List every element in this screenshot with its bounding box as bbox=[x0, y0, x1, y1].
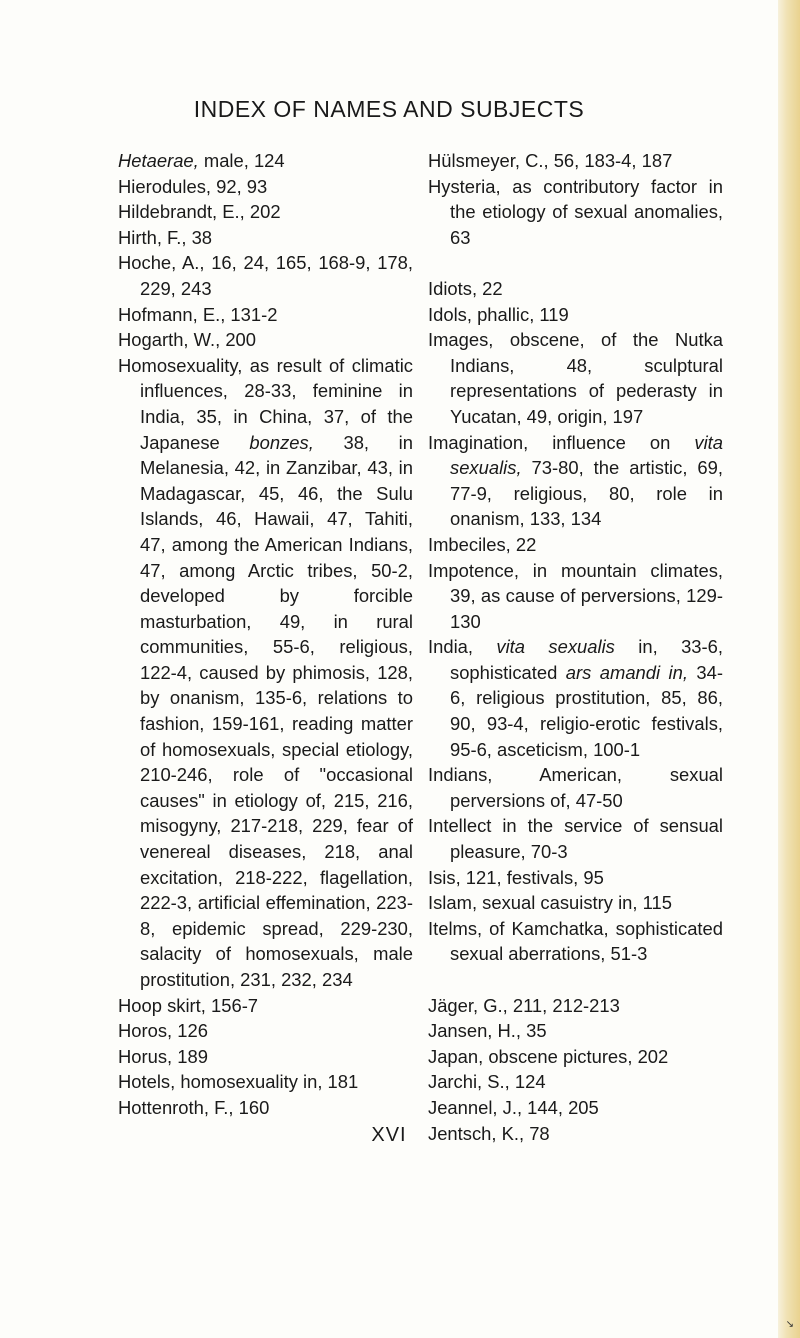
index-entry: Hofmann, E., 131-2 bbox=[118, 303, 278, 325]
index-entry: Images, obscene, of the Nutka Indians, 48, sculptural representations of pederasty in Yucatan, 49, origin, 197 bbox=[428, 329, 723, 427]
index-entry: Hoche, A., 16, 24, 165, 168-9, 178, 229, 243 bbox=[118, 252, 413, 299]
index-entry: Hildebrandt, E., 202 bbox=[118, 201, 281, 223]
index-entry: Intellect in the service of sensual pleasure, 70-3 bbox=[428, 815, 723, 863]
index-entry: Hoop skirt, 156-7 bbox=[118, 994, 259, 1016]
index-column-left bbox=[118, 148, 413, 1121]
index-entry: Islam, sexual casuistry in, 115 bbox=[428, 892, 672, 914]
index-entry: Hottenroth, F., 160 bbox=[118, 1096, 270, 1118]
index-column-right bbox=[428, 148, 723, 1146]
index-entry: Japan, obscene pictures, 202 bbox=[428, 1045, 669, 1067]
page-number: XVI bbox=[371, 1124, 407, 1146]
index-entry: India, vita sexualis in, 33-6, sophisticated ars amandi in, 34-6, religious prostitution, 85, 86, 90, 93-4, religio-erotic festivals, 95-6, asceticism, 100-1 bbox=[428, 636, 723, 760]
index-entry: Jeannel, J., 144, 205 bbox=[428, 1096, 599, 1118]
corner-arrow-icon: ↘ bbox=[785, 1319, 794, 1330]
page-edge-shading bbox=[778, 0, 800, 1338]
index-entry: Indians, American, sexual perversions of, 47-50 bbox=[428, 764, 723, 811]
index-entry: Hetaerae, male, 124 bbox=[118, 150, 285, 171]
index-entry: Jarchi, S., 124 bbox=[428, 1071, 546, 1093]
index-entry: Isis, 121, festivals, 95 bbox=[428, 866, 604, 888]
index-entry: Horos, 126 bbox=[118, 1020, 208, 1042]
index-entry: Impotence, in mountain climates, 39, as cause of perversions, 129-130 bbox=[428, 559, 723, 632]
index-entry: Hülsmeyer, C., 56, 183-4, 187 bbox=[428, 150, 673, 171]
index-entry: Homosexuality, as result of climatic influences, 28-33, feminine in India, 35, in China, 37, of the Japanese bonzes, 38, in Melanesia, 42, in Zanzibar, 43, in Madagascar, 45, 46, the Sulu Islands, 46, Hawaii, 47, Tahiti, 47, among the American Indians, 47, among Arctic tribes, 50-2, developed by forcible masturbation, 49, in rural communities, 55-6, religious, 122-4, caused by phimosis, 128, by onanism, 135-6, relations to fashion, 159-161, reading matter of homosexuals, special etiology, 210-246, role of "occasional causes" in etiology of, 215, 216, misogyny, 217-218, 229, fear of venereal diseases, 218, anal excitation, 218-222, flagellation, 222-3, artificial effemination, 223-8, epidemic spread, 229-230, salacity of homosexuals, male prostitution, 231, 232, 234 bbox=[118, 354, 413, 990]
index-entry: Imbeciles, 22 bbox=[428, 533, 537, 555]
index-entry: Idols, phallic, 119 bbox=[428, 303, 569, 325]
running-title: INDEX OF NAMES AND SUBJECTS bbox=[193, 96, 585, 122]
index-entry: Jäger, G., 211, 212-213 bbox=[428, 994, 620, 1016]
index-entry: Itelms, of Kamchatka, sophisticated sexual aberrations, 51-3 bbox=[428, 917, 723, 965]
index-entry: Hirth, F., 38 bbox=[118, 226, 213, 248]
index-entry: Jansen, H., 35 bbox=[428, 1020, 547, 1042]
index-entry: Hotels, homosexuality in, 181 bbox=[118, 1071, 359, 1093]
index-entry: Hierodules, 92, 93 bbox=[118, 175, 268, 197]
index-entry: Jentsch, K., 78 bbox=[428, 1122, 550, 1144]
index-entry: Hogarth, W., 200 bbox=[118, 329, 257, 351]
index-entry: Imagination, influence on vita sexualis, 73-80, the artistic, 69, 77-9, religious, 80, role in onanism, 133, 134 bbox=[428, 431, 723, 530]
index-entry: Hysteria, as contributory factor in the etiology of sexual anomalies, 63 bbox=[428, 175, 723, 248]
index-entry: Idiots, 22 bbox=[428, 277, 503, 299]
index-entry: Horus, 189 bbox=[118, 1045, 208, 1067]
